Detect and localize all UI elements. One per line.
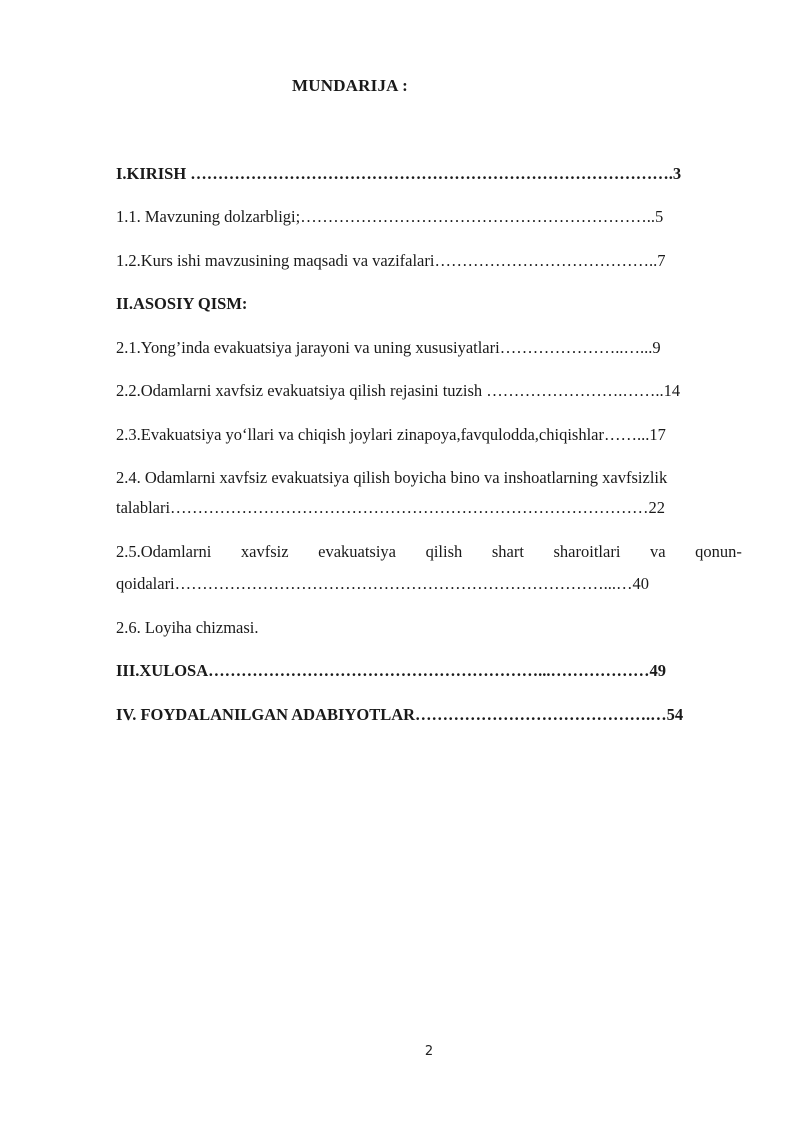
toc-entry-1-1: 1.1. Mavzuning dolzarbligi;………………………………………………………..5 (116, 207, 664, 226)
toc-entry-2-6: 2.6. Loyiha chizmasi. (116, 618, 259, 637)
toc-word: qonun- (695, 542, 742, 561)
toc-entry-kirish: I.KIRISH …………………………………………………………………………….3 (116, 164, 682, 183)
page-number: 2 (424, 1044, 434, 1059)
toc-word: evakuatsiya (318, 542, 397, 561)
toc-entry-asosiy-qism: II.ASOSIY QISM: (116, 294, 248, 313)
toc-word: shart (491, 542, 524, 561)
toc-entry-2-5-line1 (116, 541, 742, 563)
toc-word: sharoitlari (553, 542, 621, 561)
toc-word: xavfsiz (240, 542, 289, 561)
toc-entry-adabiyotlar: IV. FOYDALANILGAN ADABIYOTLAR…………………………………….…54 (116, 705, 684, 724)
toc-entry-1-2: 1.2.Kurs ishi mavzusining maqsadi va vazifalari…………………………………..7 (116, 251, 666, 270)
toc-entry-xulosa: III.XULOSA……………………………………………………...………………49 (116, 661, 667, 680)
toc-entry-2-1: 2.1.Yong’inda evakuatsiya jarayoni va uning xususiyatlari…………………..…...9 (116, 338, 661, 357)
toc-entry-2-2: 2.2.Odamlarni xavfsiz evakuatsiya qilish rejasini tuzish …………………….……..14 (116, 381, 681, 400)
page-title: MUNDARIJA : (292, 76, 408, 95)
toc-word: qilish (425, 542, 463, 561)
toc-entry-2-4-line1: 2.4. Odamlarni xavfsiz evakuatsiya qilish boyicha bino va inshoatlarning xavfsizlik (116, 468, 668, 487)
toc-entry-2-3: 2.3.Evakuatsiya yo‘llari va chiqish joylari zinapoya,favqulodda,chiqishlar……...17 (116, 425, 666, 444)
toc-word: va (650, 542, 666, 561)
toc-entry-2-4-line2: talablari……………………………………………………………………………22 (116, 498, 666, 517)
toc-entry-2-5-line2: qoidalari……………………………………………………………………...…40 (116, 574, 650, 593)
toc-word: 2.5.Odamlarni (116, 542, 212, 561)
